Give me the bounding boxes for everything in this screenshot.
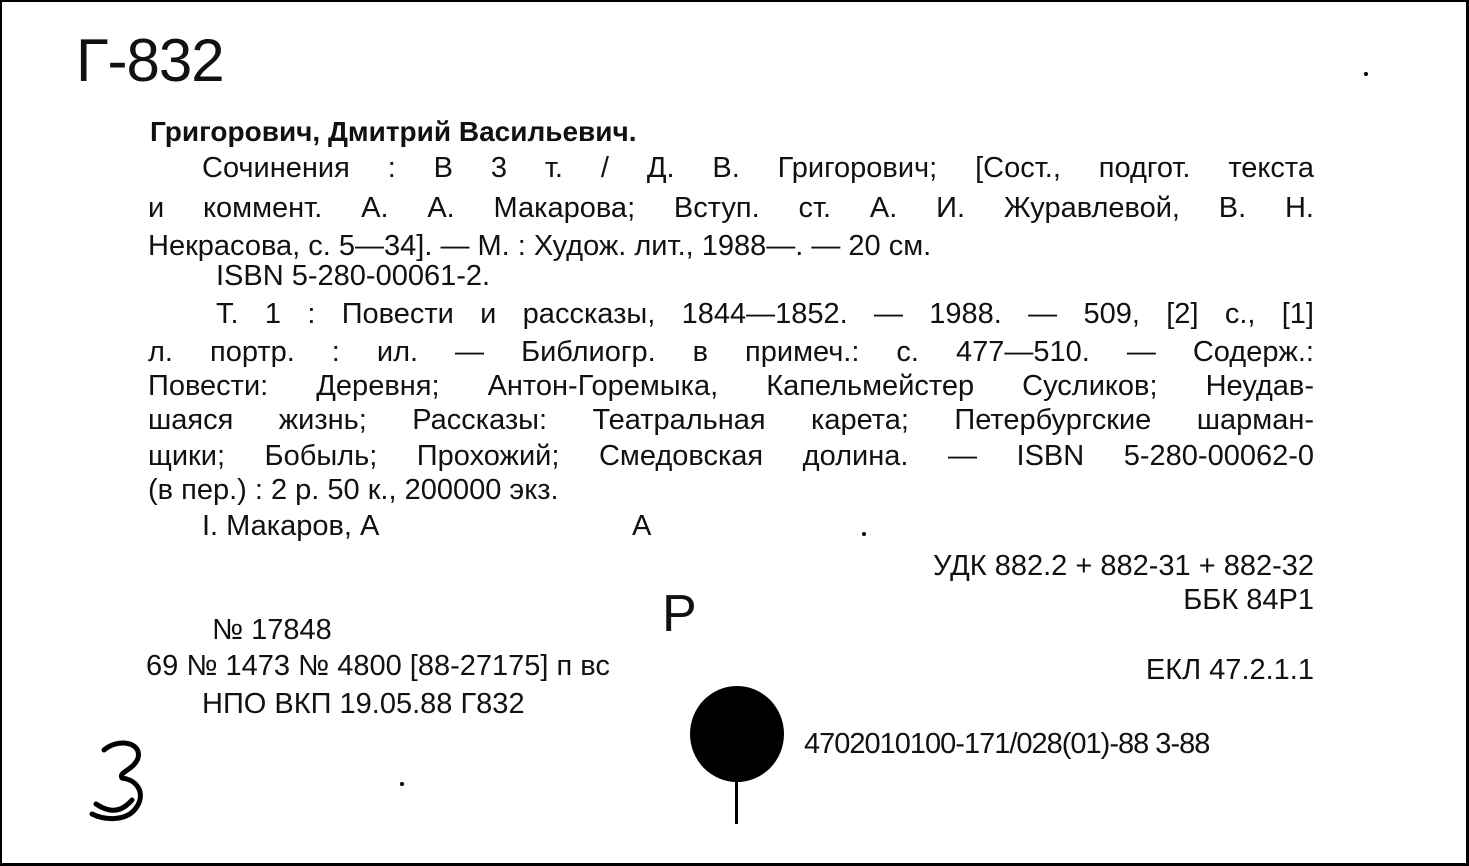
- udk-index: УДК 882.2 + 882-31 + 882-32: [933, 550, 1314, 582]
- description-line: и коммент. А. А. Макарова; Вступ. ст. А. И. Журавлевой, В. Н.: [148, 192, 1314, 224]
- description-line: Некрасова, с. 5—34]. — М. : Худож. лит., 1988—. — 20 см.: [148, 230, 932, 262]
- volume-line: щики; Бобыль; Прохожий; Смедовская долина. — ISBN 5-280-00062-0: [148, 440, 1314, 472]
- speck: [862, 532, 866, 536]
- code-line: 4702010100-171/028(01)-88 3-88: [804, 728, 1210, 760]
- description-line: Сочинения : В 3 т. / Д. В. Григорович; [Сост., подгот. текста: [202, 152, 1314, 184]
- handwritten-mark-icon: [82, 734, 162, 830]
- volume-line: Т. 1 : Повести и рассказы, 1844—1852. — 1988. — 509, [2] с., [1]: [216, 298, 1314, 330]
- volume-line: л. портр. : ил. — Библиогр. в примеч.: с. 477—510. — Содерж.:: [148, 336, 1314, 368]
- rubric-letter: Р: [662, 585, 697, 643]
- hole-stem: [735, 778, 738, 824]
- added-entry-letter: А: [632, 510, 652, 542]
- isbn-set: ISBN 5-280-00061-2.: [216, 260, 491, 292]
- volume-line: Повести: Деревня; Антон-Горемыка, Капельмейстер Сусликов; Неудав-: [148, 370, 1314, 402]
- punch-hole: [690, 686, 784, 782]
- ekl-index: ЕКЛ 47.2.1.1: [1145, 654, 1314, 686]
- bbk-index: ББК 84Р1: [1183, 584, 1314, 616]
- volume-line: (в пер.) : 2 р. 50 к., 200000 экз.: [148, 474, 559, 506]
- volume-line: шаяся жизнь; Рассказы: Театральная карета; Петербургские шарман-: [148, 404, 1314, 436]
- speck: [1364, 72, 1368, 76]
- added-entry: I. Макаров, А: [202, 510, 380, 542]
- card-number: № 17848: [212, 614, 332, 646]
- npo-line: НПО ВКП 19.05.88 Г832: [202, 688, 525, 720]
- call-number: Г-832: [76, 27, 224, 94]
- author-heading: Григорович, Дмитрий Васильевич.: [150, 116, 637, 147]
- speck: [400, 782, 404, 786]
- order-line: 69 № 1473 № 4800 [88-27175] п вс: [146, 650, 610, 682]
